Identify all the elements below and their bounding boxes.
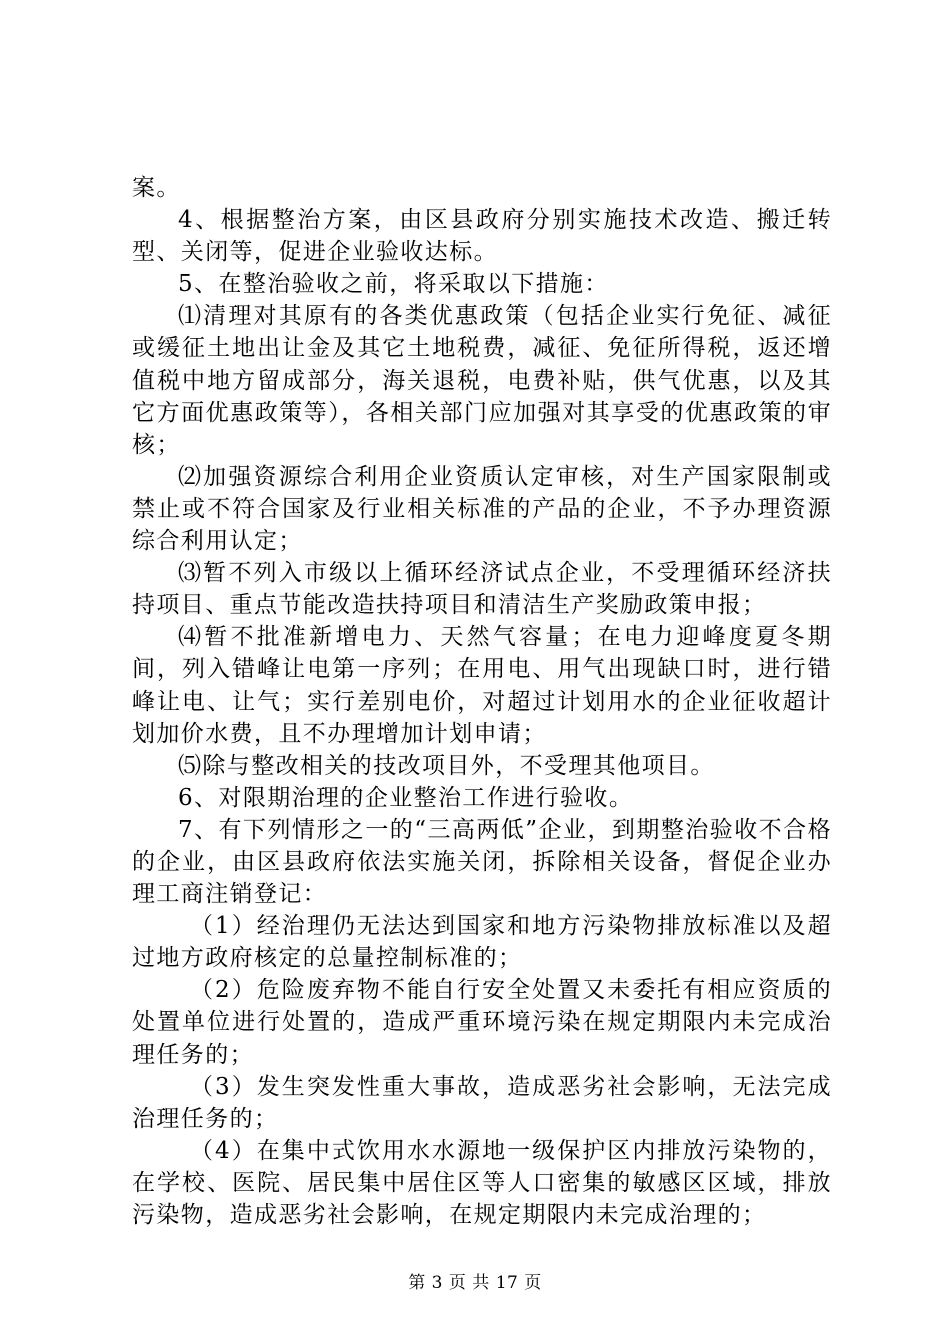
paragraph: （2）危险废弃物不能自行安全处置又未委托有相应资质的处置单位进行处置的，造成严重环境污染在规定期限内未完成治理任务的； [132, 977, 832, 1068]
paragraph: 6、对限期治理的企业整治工作进行验收。 [178, 784, 634, 811]
document-body [132, 172, 832, 1231]
paragraph: 案。 [132, 175, 181, 201]
paragraph: ⑵加强资源综合利用企业资质认定审核，对生产国家限制或禁止或不符合国家及行业相关标准的产品的企业，不予办理资源综合利用认定； [132, 463, 832, 555]
paragraph: ⑷暂不批准新增电力、天然气容量；在电力迎峰度夏冬期间，列入错峰让电第一序列；在用电、用气出现缺口时，进行错峰让电、让气；实行差别电价，对超过计划用水的企业征收超计划加价水费，且不办理增加计划申请； [132, 624, 832, 747]
paragraph: 7、有下列情形之一的“三高两低”企业，到期整治验收不合格的企业，由区县政府依法实施关闭，拆除相关设备，督促企业办理工商注销登记： [132, 816, 832, 908]
paragraph: 5、在整治验收之前，将采取以下措施： [178, 271, 609, 298]
paragraph: ⑸除与整改相关的技改项目外，不受理其他项目。 [178, 752, 715, 779]
paragraph: 4、根据整治方案，由区县政府分别实施技术改造、搬迁转型、关闭等，促进企业验收达标。 [132, 207, 832, 266]
paragraph: （3）发生突发性重大事故，造成恶劣社会影响，无法完成治理任务的； [132, 1073, 832, 1132]
page-footer: 第 3 页 共 17 页 [408, 1273, 542, 1293]
paragraph: （4）在集中式饮用水水源地一级保护区内排放污染物的，在学校、医院、居民集中居住区等人口密集的敏感区区域，排放污染物，造成恶劣社会影响，在规定期限内未完成治理的； [132, 1137, 832, 1228]
paragraph: （1）经治理仍无法达到国家和地方污染物排放标准以及超过地方政府核定的总量控制标准的； [132, 913, 832, 972]
paragraph: ⑶暂不列入市级以上循环经济试点企业，不受理循环经济扶持项目、重点节能改造扶持项目和清洁生产奖励政策申报； [132, 560, 832, 619]
paragraph: ⑴清理对其原有的各类优惠政策（包括企业实行免征、减征或缓征土地出让金及其它土地税费，减征、免征所得税，返还增值税中地方留成部分，海关退税，电费补贴，供气优惠，以及其它方面优惠政策等），各相关部门应加强对其享受的优惠政策的审核； [132, 303, 832, 458]
